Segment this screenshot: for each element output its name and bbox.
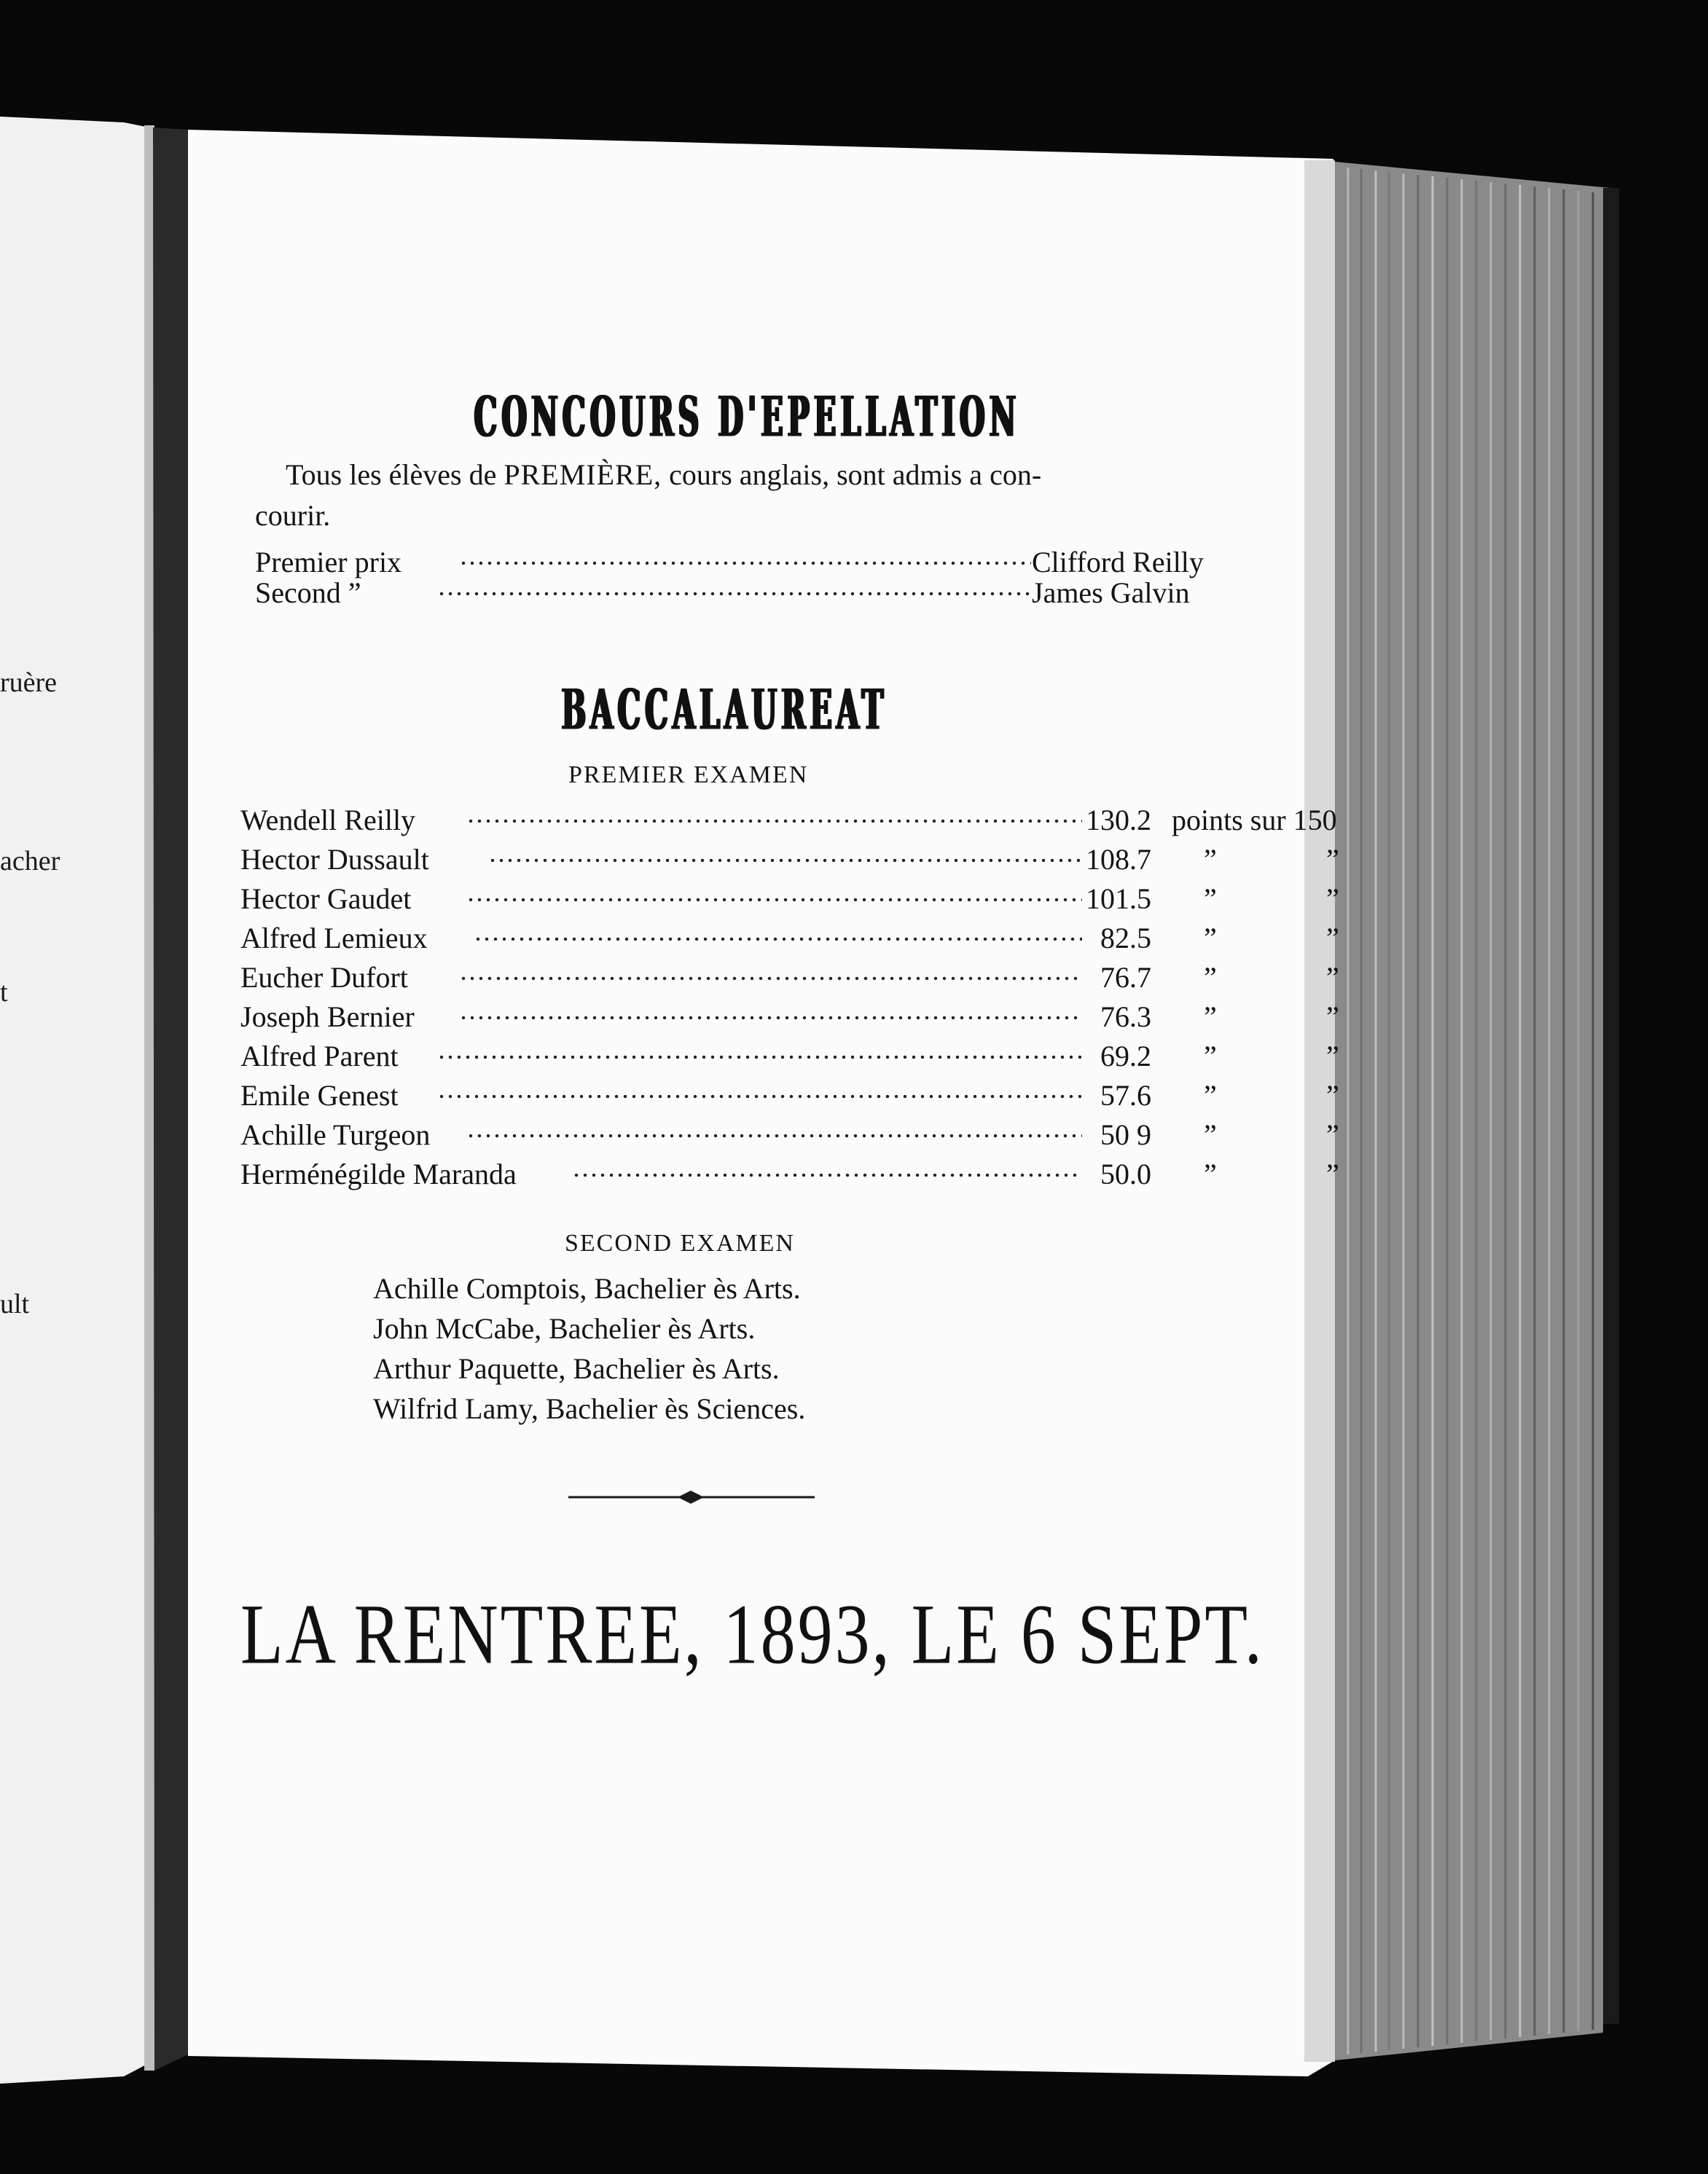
candidate-name: Alfred Parent <box>240 1040 399 1072</box>
ditto-mark: ” <box>1326 1000 1339 1033</box>
ditto-mark: ” <box>1204 922 1217 954</box>
ditto-mark: ” <box>1326 922 1339 954</box>
spelling-contest-intro-line1 <box>286 458 1041 492</box>
ditto-mark: ” <box>1204 882 1217 915</box>
intro-emphasis: PREMIÈRE, <box>504 458 662 491</box>
candidate-name: Hector Gaudet <box>240 882 412 915</box>
prize-winner: James Galvin <box>1032 576 1190 609</box>
candidate-score: 82.5 <box>1100 922 1151 954</box>
leader-dots <box>466 1134 1082 1138</box>
prev-page-fragment: ruère <box>0 667 58 698</box>
candidate-score: 76.7 <box>1100 961 1151 994</box>
leader-dots <box>466 819 1082 823</box>
candidate-name: Emile Genest <box>240 1079 399 1112</box>
ditto-mark: ” <box>1326 882 1339 915</box>
leader-dots <box>459 561 1031 565</box>
leader-dots <box>572 1173 1082 1177</box>
candidate-name: Joseph Bernier <box>240 1000 415 1033</box>
prize-row <box>255 576 1190 613</box>
candidate-score: 69.2 <box>1100 1040 1151 1072</box>
graduate-line: Achille Comptois, Bachelier ès Arts. <box>373 1272 801 1305</box>
spelling-contest-intro-line2: courir. <box>255 499 331 532</box>
result-row <box>240 1157 1339 1195</box>
ditto-mark: ” <box>1204 843 1217 876</box>
candidate-score: 108.7 <box>1086 843 1151 876</box>
ditto-mark: ” <box>1204 1118 1217 1151</box>
graduate-line: Wilfrid Lamy, Bachelier ès Sciences. <box>373 1392 806 1425</box>
ditto-mark: ” <box>1326 961 1339 994</box>
candidate-score: 50.0 <box>1100 1158 1151 1190</box>
candidate-name: Herménégilde Maranda <box>240 1158 517 1190</box>
leader-dots <box>488 858 1082 863</box>
ditto-mark: ” <box>1204 1040 1217 1072</box>
candidate-score: 57.6 <box>1100 1079 1151 1112</box>
ditto-mark: ” <box>1326 1079 1339 1112</box>
score-unit: points sur 150 <box>1172 804 1337 836</box>
spelling-contest-title: CONCOURS D'EPELLATION <box>474 385 1020 450</box>
result-row <box>240 882 1339 919</box>
graduate-line: John McCabe, Bachelier ès Arts. <box>373 1312 756 1345</box>
intro-text: cours anglais, sont admis a con- <box>669 458 1042 491</box>
ditto-mark: ” <box>1204 1158 1217 1190</box>
intro-text: Tous les élèves de <box>286 458 497 491</box>
ditto-mark: ” <box>1204 961 1217 994</box>
first-exam-heading: PREMIER EXAMEN <box>568 761 809 788</box>
candidate-score: 101.5 <box>1086 882 1151 915</box>
ditto-mark: ” <box>1204 1079 1217 1112</box>
ditto-mark: ” <box>1326 1118 1339 1151</box>
prize-label: Second ” <box>255 576 361 609</box>
baccalaureate-title: BACCALAUREAT <box>561 678 888 743</box>
result-row <box>240 921 1339 959</box>
result-row <box>240 1000 1339 1037</box>
candidate-name: Wendell Reilly <box>240 804 416 836</box>
prize-winner: Clifford Reilly <box>1032 546 1204 578</box>
result-row <box>240 842 1339 880</box>
ditto-mark: ” <box>1326 1158 1339 1190</box>
leader-dots <box>466 898 1082 902</box>
prev-page-fragment: ult <box>0 1289 30 1319</box>
leader-dots <box>459 976 1082 981</box>
graduate-line: Arthur Paquette, Bachelier ès Arts. <box>373 1352 780 1385</box>
candidate-name: Alfred Lemieux <box>240 922 428 954</box>
prev-page-fragment: t <box>0 977 8 1008</box>
ditto-mark: ” <box>1326 1040 1339 1072</box>
leader-dots <box>437 1094 1082 1099</box>
result-row <box>240 1078 1339 1116</box>
candidate-score: 50 9 <box>1100 1118 1151 1151</box>
prev-page-fragment: acher <box>0 846 60 876</box>
result-row <box>240 803 1337 841</box>
reopening-announcement: LA RENTREE, 1893, LE 6 SEPT. <box>240 1586 1264 1681</box>
result-row <box>240 1118 1339 1155</box>
leader-dots <box>437 1055 1082 1059</box>
second-exam-heading: SECOND EXAMEN <box>565 1230 795 1257</box>
ditto-mark: ” <box>1326 843 1339 876</box>
prize-label: Premier prix <box>255 546 402 578</box>
candidate-score: 130.2 <box>1086 804 1151 836</box>
candidate-name: Achille Turgeon <box>240 1118 431 1151</box>
result-row <box>240 960 1339 998</box>
candidate-score: 76.3 <box>1100 1000 1151 1033</box>
leader-dots <box>459 1016 1082 1020</box>
result-row <box>240 1039 1339 1077</box>
leader-dots <box>437 592 1031 596</box>
candidate-name: Hector Dussault <box>240 843 429 876</box>
ditto-mark: ” <box>1204 1000 1217 1033</box>
candidate-name: Eucher Dufort <box>240 961 408 994</box>
leader-dots <box>474 937 1082 941</box>
